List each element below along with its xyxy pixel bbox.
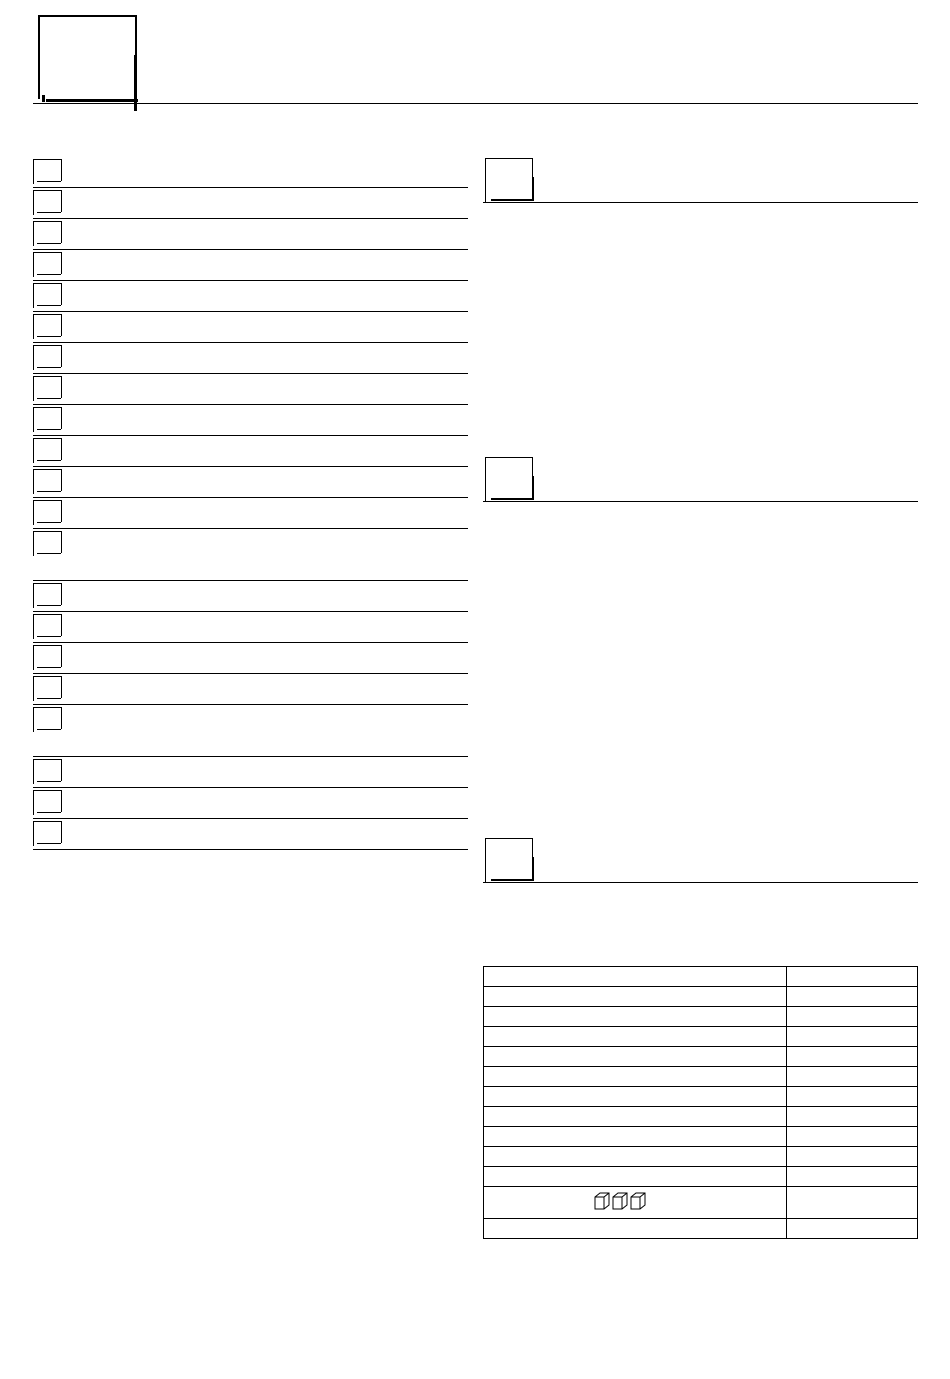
- table-row: [484, 1219, 918, 1239]
- list-item-marker-box: [33, 345, 62, 367]
- list-item-marker-box: [33, 759, 62, 781]
- list-item-marker-box: [33, 221, 62, 243]
- header-divider: [33, 103, 918, 104]
- table-row: [484, 1007, 918, 1027]
- table-row: [484, 1107, 918, 1127]
- table-cell-label: [484, 967, 787, 987]
- list-item: [33, 498, 468, 529]
- section-2-divider: [483, 501, 918, 502]
- table-cell-label: [484, 987, 787, 1007]
- table-cell-label: [484, 1219, 787, 1239]
- table-cell-label: [484, 1187, 787, 1219]
- list-item-marker-box: [33, 469, 62, 491]
- header-logo-frame: [38, 15, 137, 99]
- section-2-frame: [485, 457, 533, 499]
- list-item-marker-box: [33, 407, 62, 429]
- list-item-marker-box: [33, 190, 62, 212]
- table-cell-value: [787, 1007, 918, 1027]
- table-row: [484, 1187, 918, 1219]
- section-1-divider: [483, 202, 918, 203]
- table-cell-label: [484, 1127, 787, 1147]
- list-item-marker-box: [33, 438, 62, 460]
- list-item: [33, 705, 468, 757]
- list-item: [33, 374, 468, 405]
- table-cell-label: [484, 1007, 787, 1027]
- table-cell-value: [787, 1087, 918, 1107]
- list-item: [33, 436, 468, 467]
- list-item: [33, 643, 468, 674]
- table-row: [484, 1047, 918, 1067]
- table-cell-value: [787, 1107, 918, 1127]
- table-cell-label: [484, 1047, 787, 1067]
- list-item: [33, 612, 468, 643]
- section-3-frame: [485, 838, 533, 880]
- list-item-marker-box: [33, 283, 62, 305]
- table-row: [484, 987, 918, 1007]
- table-cell-value: [787, 1147, 918, 1167]
- table-cell-label: [484, 1067, 787, 1087]
- list-item: [33, 405, 468, 436]
- list-item-marker-box: [33, 614, 62, 636]
- list-item-marker-box: [33, 376, 62, 398]
- list-item-marker-box: [33, 314, 62, 336]
- list-item-marker-box: [33, 583, 62, 605]
- list-item: [33, 674, 468, 705]
- list-item: [33, 581, 468, 612]
- list-item: [33, 819, 468, 850]
- table-row: [484, 1147, 918, 1167]
- table-cell-value: [787, 1127, 918, 1147]
- section-3-divider: [483, 882, 918, 883]
- list-item: [33, 219, 468, 250]
- list-item: [33, 529, 468, 581]
- table-cell-value: [787, 1027, 918, 1047]
- list-item-marker-box: [33, 159, 62, 181]
- table-cell-label: [484, 1107, 787, 1127]
- cube-icon: [612, 1192, 628, 1213]
- list-item-marker-box: [33, 252, 62, 274]
- cube-icon: [630, 1192, 646, 1213]
- table-cell-value: [787, 1219, 918, 1239]
- table-cell-value: [787, 1067, 918, 1087]
- section-1-frame: [485, 158, 533, 200]
- list-item: [33, 467, 468, 498]
- table-cell-value: [787, 1167, 918, 1187]
- table-cell-label: [484, 1167, 787, 1187]
- list-item: [33, 312, 468, 343]
- list-item: [33, 788, 468, 819]
- table-cell-label: [484, 1027, 787, 1047]
- table-cell-label: [484, 1087, 787, 1107]
- list-item: [33, 281, 468, 312]
- table-row: [484, 1167, 918, 1187]
- table-row: [484, 1087, 918, 1107]
- list-item-marker-box: [33, 676, 62, 698]
- cube-icon-group: [594, 1192, 646, 1213]
- table-cell-label: [484, 1147, 787, 1167]
- table-row: [484, 967, 918, 987]
- table-cell-value: [787, 1187, 918, 1219]
- list-item: [33, 250, 468, 281]
- list-item: [33, 757, 468, 788]
- list-item-marker-box: [33, 790, 62, 812]
- list-item-marker-box: [33, 500, 62, 522]
- list-item: [33, 343, 468, 374]
- table-row: [484, 1027, 918, 1047]
- list-item-marker-box: [33, 531, 62, 553]
- table-row: [484, 1067, 918, 1087]
- list-item-marker-box: [33, 645, 62, 667]
- table-cell-value: [787, 967, 918, 987]
- table-row: [484, 1127, 918, 1147]
- list-item-marker-box: [33, 821, 62, 843]
- list-item: [33, 157, 468, 188]
- cube-icon: [594, 1192, 610, 1213]
- data-table: [483, 966, 918, 1239]
- table-cell-value: [787, 987, 918, 1007]
- table-cell-value: [787, 1047, 918, 1067]
- list-item-marker-box: [33, 707, 62, 729]
- list-item: [33, 188, 468, 219]
